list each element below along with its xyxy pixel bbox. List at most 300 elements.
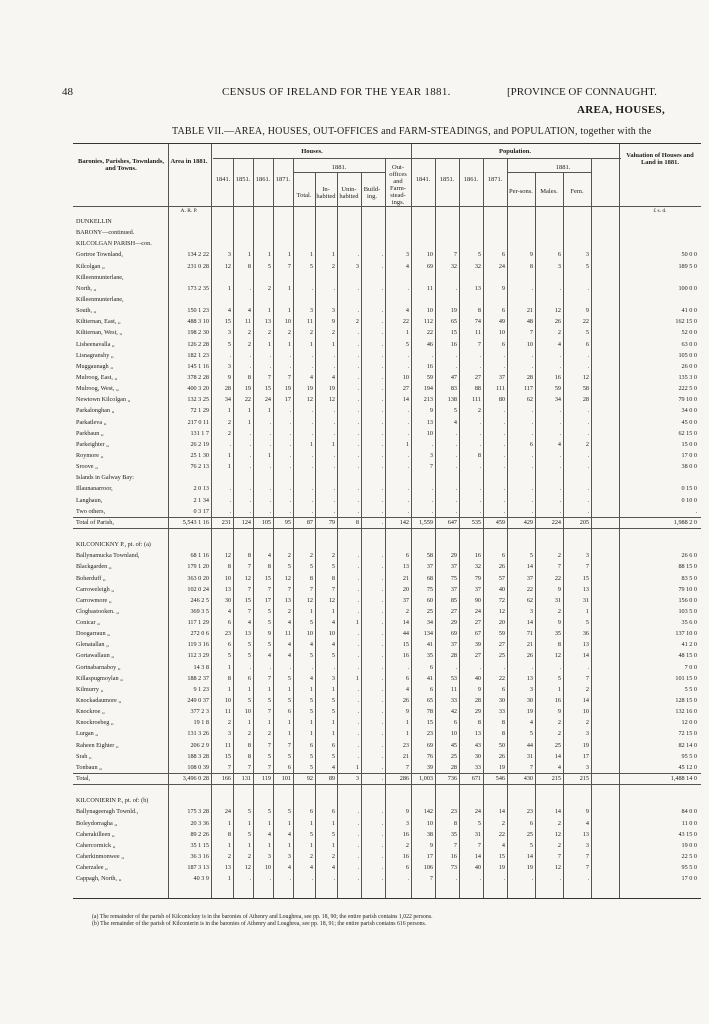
row-cell: . xyxy=(431,496,433,504)
col-header-total: Total. xyxy=(296,192,312,199)
row-cell: 15 xyxy=(264,385,271,393)
row-cell: . xyxy=(381,351,383,359)
row-cell: 10 xyxy=(244,708,251,716)
row-cell: 79 10 0 xyxy=(678,396,697,404)
row-cell: . xyxy=(531,284,533,292)
row-cell: 11 xyxy=(427,284,433,292)
row-cell: . xyxy=(381,641,383,649)
row-cell: 23 xyxy=(526,808,533,816)
row-cell: 14 xyxy=(474,853,481,861)
row-cell: 39 xyxy=(426,763,433,771)
row-area: 246 2 5 xyxy=(190,596,209,604)
row-cell: 8 xyxy=(247,752,251,760)
row-cell: 6 xyxy=(529,819,533,827)
row-cell: 95 xyxy=(284,518,291,526)
row-cell: 138 xyxy=(447,396,457,404)
row-cell: . xyxy=(431,440,433,448)
row-cell: 23 xyxy=(224,630,231,638)
row-cell: 22 xyxy=(498,674,505,682)
row-cell: 1 xyxy=(309,685,313,693)
row-cell: 1 xyxy=(355,674,359,682)
row-cell: . xyxy=(357,719,359,727)
row-cell: 5 xyxy=(247,641,251,649)
row-cell: 14 xyxy=(526,619,533,627)
row-cell: 16 xyxy=(402,830,409,838)
row-cell: . xyxy=(357,585,359,593)
row-cell: . xyxy=(479,440,481,448)
row-cell: . xyxy=(269,362,271,370)
row-cell: . xyxy=(407,485,409,493)
row-cell: 17 xyxy=(582,752,589,760)
row-cell: 57 xyxy=(498,574,505,582)
row-cell: 67 xyxy=(474,630,481,638)
row-cell: 12 xyxy=(224,262,231,270)
row-cell: 4 xyxy=(227,607,231,615)
row-name: Ballynamucka Townland, xyxy=(76,552,140,560)
row-cell: . xyxy=(289,440,291,448)
row-cell: . xyxy=(333,496,335,504)
row-area: 9 1 23 xyxy=(193,685,209,693)
row-cell: 7 xyxy=(267,373,271,381)
row-cell: 8 xyxy=(227,563,231,571)
row-cell: 1 xyxy=(309,719,313,727)
row-cell: 4 xyxy=(227,307,231,315)
row-cell: . xyxy=(357,396,359,404)
row-cell: 43 15 0 xyxy=(678,830,697,838)
row-name: DUNKELLIN xyxy=(76,218,112,225)
row-cell: 74 xyxy=(474,318,481,326)
row-cell: 4 xyxy=(267,830,271,838)
row-cell: 69 xyxy=(426,741,433,749)
row-cell: 12 0 0 xyxy=(681,719,697,727)
row-cell: 49 xyxy=(498,318,505,326)
row-cell: . xyxy=(587,451,589,459)
row-cell: 4 xyxy=(331,763,335,771)
row-cell: . xyxy=(381,518,383,526)
row-cell: . xyxy=(559,407,561,415)
row-cell: . xyxy=(333,875,335,883)
row-cell: . xyxy=(249,362,251,370)
row-cell: 1 xyxy=(331,841,335,849)
col-header-h1861: 1861. xyxy=(255,176,271,183)
row-cell: 14 xyxy=(526,563,533,571)
row-area: 2 0 13 xyxy=(193,485,209,493)
row-area: 0 3 17 xyxy=(193,507,209,515)
row-name: Gortnabarnaboy „ xyxy=(76,663,121,671)
table-caption: TABLE VII.—AREA, HOUSES, OUT-OFFICES and FARM-STEADINGS, and POPULATION, together with the xyxy=(172,126,652,137)
row-cell: . xyxy=(289,875,291,883)
row-cell: 6 xyxy=(429,685,433,693)
row-name: Raheen Eighter „ xyxy=(76,741,119,749)
row-cell: 117 xyxy=(523,385,533,393)
row-cell: . xyxy=(407,451,409,459)
row-cell: 6 xyxy=(309,741,313,749)
row-name: BARONY—continued. xyxy=(76,229,135,237)
row-cell: 10 xyxy=(402,373,409,381)
section-heading: AREA, HOUSES, xyxy=(577,104,665,116)
row-cell: 15 xyxy=(426,719,433,727)
row-name: Caherkinmonwee „ xyxy=(76,853,124,861)
row-cell: 23 xyxy=(402,741,409,749)
row-cell: 2 xyxy=(309,329,313,337)
row-cell: 41 2 0 xyxy=(681,641,697,649)
row-cell: 4 xyxy=(247,307,251,315)
row-cell: . xyxy=(531,362,533,370)
row-cell: 37 xyxy=(402,596,409,604)
row-cell: . xyxy=(455,429,457,437)
row-cell: 1 xyxy=(405,730,409,738)
row-cell: . xyxy=(289,429,291,437)
row-cell: 2 xyxy=(227,853,231,861)
row-cell: . xyxy=(357,853,359,861)
row-cell: . xyxy=(479,362,481,370)
row-cell: 6 xyxy=(453,719,457,727)
row-cell: 2 xyxy=(309,552,313,560)
row-cell: 1 xyxy=(247,841,251,849)
row-cell: 71 xyxy=(526,630,533,638)
row-cell: . xyxy=(503,663,505,671)
row-cell: . xyxy=(357,563,359,571)
row-cell: . xyxy=(381,830,383,838)
row-name: Tonbaun „ xyxy=(76,763,102,771)
row-cell: . xyxy=(381,864,383,872)
row-cell: 6 xyxy=(227,619,231,627)
row-cell: 5 xyxy=(557,674,561,682)
row-cell: 7 xyxy=(267,674,271,682)
row-cell: 2 xyxy=(501,819,505,827)
row-cell: 5 xyxy=(267,262,271,270)
row-name: Kiltiernan, West, „ xyxy=(76,329,123,337)
row-cell: 1 xyxy=(287,307,291,315)
row-area: 19 1 8 xyxy=(193,719,209,727)
row-cell: 10 xyxy=(426,251,433,259)
row-cell: 5 xyxy=(585,262,589,270)
row-cell: 38 0 0 xyxy=(681,463,697,471)
row-cell: . xyxy=(269,496,271,504)
row-cell: 48 xyxy=(526,318,533,326)
row-name: Parkatleva „ xyxy=(76,418,107,426)
row-area: 131 3 26 xyxy=(187,730,209,738)
row-name: Mulroog, West, „ xyxy=(76,385,119,393)
row-cell: . xyxy=(559,451,561,459)
row-cell: 59 xyxy=(554,385,561,393)
row-cell: 1 xyxy=(309,819,313,827)
row-cell: . xyxy=(381,596,383,604)
row-cell: 17 0 0 xyxy=(681,451,697,459)
row-cell: 5 xyxy=(477,819,481,827)
row-cell: . xyxy=(357,752,359,760)
row-cell: 65 xyxy=(450,318,457,326)
row-cell: 7 xyxy=(429,463,433,471)
row-cell: 5 xyxy=(309,708,313,716)
row-cell: . xyxy=(381,485,383,493)
row-cell: 19 xyxy=(498,864,505,872)
row-name: Kilcolgan „ xyxy=(76,262,105,270)
row-cell: . xyxy=(289,362,291,370)
row-cell: 3 xyxy=(585,552,589,560)
row-cell: 4 xyxy=(287,641,291,649)
row-cell: 75 xyxy=(426,585,433,593)
row-cell: 5 xyxy=(227,340,231,348)
row-cell: . xyxy=(357,284,359,292)
row-cell: 28 xyxy=(582,396,589,404)
row-cell: 5 xyxy=(287,563,291,571)
col-header-houses: Houses. xyxy=(301,148,323,155)
row-cell: . xyxy=(431,507,433,515)
row-cell: 13 xyxy=(526,674,533,682)
row-cell: 4 xyxy=(405,685,409,693)
row-area: 363 0 20 xyxy=(187,574,209,582)
row-cell: 5 xyxy=(309,652,313,660)
row-cell: 8 xyxy=(355,518,359,526)
row-cell: . xyxy=(407,362,409,370)
row-cell: 6 xyxy=(247,674,251,682)
row-cell: 8 xyxy=(331,574,335,582)
row-cell: 1 xyxy=(287,841,291,849)
row-cell: 35 xyxy=(554,630,561,638)
row-cell: 6 xyxy=(585,340,589,348)
row-name: Sroove „ xyxy=(76,463,98,471)
row-cell: . xyxy=(559,351,561,359)
row-cell: . xyxy=(381,496,383,504)
row-cell: 37 xyxy=(526,574,533,582)
row-cell: 12 xyxy=(328,596,335,604)
row-cell: 5 5 0 xyxy=(684,685,697,693)
row-cell: 5 xyxy=(309,752,313,760)
col-header-outoffices: Out-offices and Farm-stead-ings. xyxy=(389,164,407,206)
row-cell: . xyxy=(289,507,291,515)
row-cell: . xyxy=(531,507,533,515)
row-cell: 16 xyxy=(450,853,457,861)
row-name: Boleydorragha „ xyxy=(76,819,118,827)
row-cell: . xyxy=(333,418,335,426)
row-cell: . xyxy=(249,463,251,471)
row-cell: . xyxy=(357,641,359,649)
col-header-fem: Fem. xyxy=(570,188,584,195)
row-cell: 13 xyxy=(244,630,251,638)
row-cell: . xyxy=(381,819,383,827)
row-cell: . xyxy=(559,418,561,426)
row-cell: . xyxy=(587,284,589,292)
row-cell: . xyxy=(357,418,359,426)
row-cell: . xyxy=(381,318,383,326)
row-name: KILCONICKNY P., pt. of: (a) xyxy=(76,541,151,549)
row-area: 119 3 16 xyxy=(187,641,209,649)
row-cell: . xyxy=(357,552,359,560)
row-cell: 430 xyxy=(523,775,533,783)
row-cell: . xyxy=(381,340,383,348)
row-cell: 3 xyxy=(405,819,409,827)
row-cell: 1 xyxy=(331,819,335,827)
row-cell: 14 xyxy=(582,697,589,705)
row-cell: 12 xyxy=(306,596,313,604)
row-cell: 10 xyxy=(526,340,533,348)
row-cell: 5 xyxy=(585,619,589,627)
row-cell: . xyxy=(381,585,383,593)
row-cell: 11 xyxy=(475,329,481,337)
col-header-males: Males. xyxy=(540,188,558,195)
row-cell: 3 xyxy=(309,307,313,315)
row-cell: . xyxy=(455,875,457,883)
row-cell: 205 xyxy=(579,518,589,526)
row-cell: 7 xyxy=(529,763,533,771)
row-cell: 26 xyxy=(402,697,409,705)
row-area: 40 3 9 xyxy=(193,875,209,883)
row-cell: 4 xyxy=(267,552,271,560)
row-cell: . xyxy=(479,463,481,471)
row-cell: . xyxy=(357,808,359,816)
row-cell: 9 xyxy=(267,630,271,638)
row-cell: . xyxy=(333,362,335,370)
row-cell: 13 xyxy=(582,830,589,838)
row-cell: 4 xyxy=(309,641,313,649)
row-cell: 34 0 0 xyxy=(681,407,697,415)
row-area: 179 1 20 xyxy=(187,563,209,571)
row-cell: 111 xyxy=(496,385,505,393)
row-cell: 5 xyxy=(309,763,313,771)
row-cell: 5 xyxy=(529,841,533,849)
row-cell: . xyxy=(269,463,271,471)
row-cell: 62 xyxy=(526,596,533,604)
row-cell: . xyxy=(479,496,481,504)
row-cell: . xyxy=(311,429,313,437)
row-cell: 7 xyxy=(453,841,457,849)
row-cell: 5 xyxy=(331,697,335,705)
row-cell: 8 xyxy=(309,574,313,582)
row-area: 378 2 28 xyxy=(187,373,209,381)
row-cell: 22 xyxy=(582,318,589,326)
row-cell: 1 xyxy=(331,730,335,738)
row-cell: . xyxy=(357,697,359,705)
page-number: 48 xyxy=(62,86,73,98)
row-area: 249 0 37 xyxy=(187,697,209,705)
row-cell: 1 xyxy=(227,841,231,849)
row-name: Killeenmunterlane, xyxy=(76,273,124,281)
row-cell: 8 xyxy=(501,730,505,738)
row-cell: 156 0 0 xyxy=(678,596,697,604)
row-cell: . xyxy=(269,429,271,437)
row-cell: 286 xyxy=(399,775,409,783)
row-cell: 103 5 0 xyxy=(678,607,697,615)
row-cell: 2 xyxy=(557,607,561,615)
row-cell: 1 xyxy=(227,875,231,883)
row-cell: . xyxy=(249,875,251,883)
row-cell: . xyxy=(559,429,561,437)
row-cell: 5 xyxy=(309,697,313,705)
row-cell: . xyxy=(455,663,457,671)
row-name: Islands in Galway Bay: xyxy=(76,474,134,482)
row-cell: . xyxy=(357,407,359,415)
row-cell: 9 xyxy=(331,318,335,326)
row-area: 117 1 29 xyxy=(187,619,209,627)
row-cell: 33 xyxy=(498,708,505,716)
row-cell: 671 xyxy=(471,775,481,783)
row-cell: 43 xyxy=(474,741,481,749)
row-cell: 9 xyxy=(429,841,433,849)
row-cell: 2 xyxy=(477,407,481,415)
row-cell: 7 xyxy=(585,674,589,682)
row-cell: . xyxy=(269,485,271,493)
row-cell: . xyxy=(455,485,457,493)
row-name: Carrowmore „ xyxy=(76,596,112,604)
row-cell: 13 xyxy=(224,585,231,593)
row-cell: 142 xyxy=(399,518,409,526)
row-cell: . xyxy=(431,485,433,493)
row-cell: 7 xyxy=(227,763,231,771)
row-cell: 2 xyxy=(287,329,291,337)
row-cell: 4 xyxy=(331,641,335,649)
row-cell: . xyxy=(357,385,359,393)
row-cell: 16 xyxy=(554,373,561,381)
row-cell: 60 xyxy=(426,596,433,604)
row-cell: 5 xyxy=(287,752,291,760)
row-cell: . xyxy=(531,496,533,504)
row-cell: 3 xyxy=(227,730,231,738)
row-cell: 7 xyxy=(247,763,251,771)
row-cell: 44 xyxy=(526,741,533,749)
row-cell: . xyxy=(587,429,589,437)
col-header-p1851: 1851. xyxy=(439,176,455,183)
row-cell: . xyxy=(357,630,359,638)
row-cell: 38 xyxy=(426,830,433,838)
row-cell: 8 xyxy=(227,674,231,682)
row-cell: 3 xyxy=(585,763,589,771)
row-cell: . xyxy=(357,485,359,493)
row-cell: 6 xyxy=(429,663,433,671)
row-cell: . xyxy=(407,875,409,883)
row-cell: 4 xyxy=(309,373,313,381)
row-cell: 10 xyxy=(498,329,505,337)
row-cell: 7 xyxy=(477,340,481,348)
row-cell: 19 xyxy=(328,385,335,393)
row-cell: 1 xyxy=(247,719,251,727)
row-cell: . xyxy=(381,674,383,682)
row-cell: 1 xyxy=(227,685,231,693)
row-cell: . xyxy=(311,875,313,883)
row-cell: 65 xyxy=(426,697,433,705)
row-cell: . xyxy=(479,875,481,883)
row-cell: 35 xyxy=(450,830,457,838)
col-header-h1841: 1841. xyxy=(215,176,231,183)
row-cell: 4 xyxy=(405,262,409,270)
row-cell: 1,003 xyxy=(419,775,433,783)
row-cell: 10 xyxy=(224,574,231,582)
row-name: Knockroe „ xyxy=(76,708,105,716)
row-cell: . xyxy=(357,507,359,515)
row-cell: 14 xyxy=(554,808,561,816)
area-units: A. R. P. xyxy=(180,208,198,214)
row-cell: 7 xyxy=(429,875,433,883)
row-cell: 9 xyxy=(557,708,561,716)
row-cell: 1 xyxy=(557,685,561,693)
row-cell: . xyxy=(249,485,251,493)
row-cell: 83 5 0 xyxy=(681,574,697,582)
row-cell: 1 xyxy=(331,719,335,727)
row-cell: 2 xyxy=(585,685,589,693)
row-cell: 6 xyxy=(227,641,231,649)
row-cell: . xyxy=(229,507,231,515)
row-name: Knockadaumore „ xyxy=(76,697,122,705)
row-cell: 7 xyxy=(331,585,335,593)
row-cell: 5 xyxy=(267,641,271,649)
row-cell: 59 xyxy=(426,373,433,381)
row-cell: 1 xyxy=(227,284,231,292)
footnote-a: (a) The remainder of the parish of Kilconickny is in the baronies of Athenry and Loughrea, see pp. 18, 90; the entire parish contains 1,022 persons. xyxy=(92,914,433,920)
row-cell: . xyxy=(311,451,313,459)
row-cell: . xyxy=(381,552,383,560)
row-cell: . xyxy=(479,418,481,426)
row-cell: 5 xyxy=(267,752,271,760)
